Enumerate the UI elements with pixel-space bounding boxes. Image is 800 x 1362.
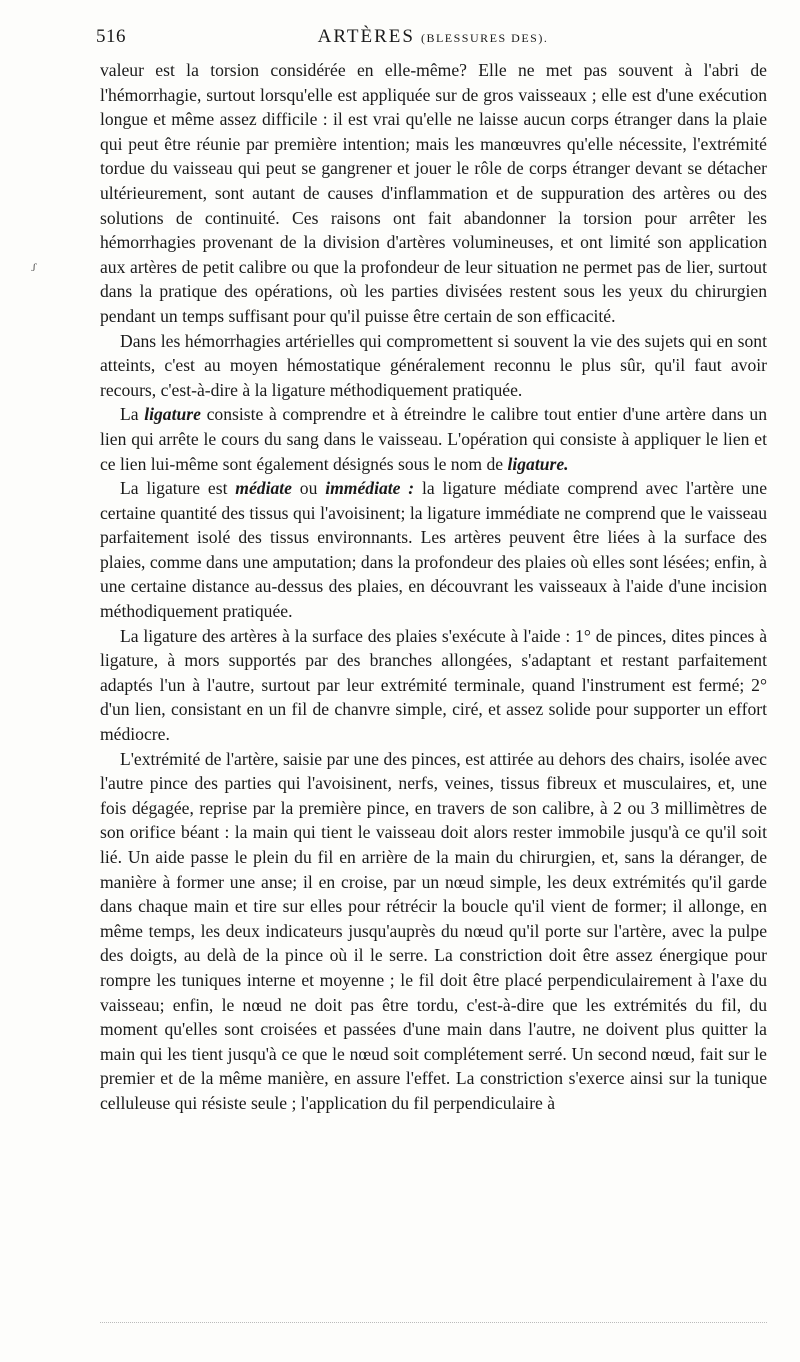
paragraph xyxy=(100,624,767,747)
paragraph xyxy=(100,329,767,403)
paragraph-text: ou xyxy=(291,478,326,499)
paragraph xyxy=(100,476,767,624)
paragraph-text: la ligature médiate comprend avec l'artère une certaine quantité des tissus qui l'avoisinent; la ligature immédiate ne comprend que le vaisseau parfaitement isolé des tissus environnants. Les artères peuvent être liées à la surface des plaies, comme dans une amputation; dans la profondeur des plaies où elles sont lésées; enfin, à une certaine distance au-dessus des plaies, en découvrant les vaisseaux à l'aide d'une incision méthodiquement pratiquée. xyxy=(100,478,767,622)
paragraph-text: La xyxy=(120,404,145,425)
paragraph-text: consiste à comprendre et à étreindre le calibre tout entier d'une artère dans un lien qui arrête le cours du sang dans le vaisseau. L'opération qui consiste à appliquer le lien et ce lien lui-même sont également désignés sous le nom de xyxy=(100,404,767,474)
paragraph-text: Dans les hémorrhagies artérielles qui compromettent si souvent la vie des sujets qui en sont atteints, c'est au moyen hémostatique généralement reconnu le plus sûr, qu'il faut avoir recours, c'est-à-dire à la ligature méthodiquement pratiquée. xyxy=(100,330,767,400)
paragraph-text: La ligature est xyxy=(120,478,236,499)
page-header xyxy=(96,26,770,56)
running-head-title: ARTÈRES xyxy=(317,26,415,47)
footer-rule xyxy=(100,1322,767,1327)
margin-mark: ᶴ xyxy=(32,262,37,278)
body-text xyxy=(100,58,767,1116)
italic-term: ligature xyxy=(144,404,201,425)
paragraph xyxy=(100,747,767,1116)
paragraph xyxy=(100,402,767,476)
running-head xyxy=(96,26,770,48)
page-number: 516 xyxy=(96,26,126,47)
paragraph-text: valeur est la torsion considérée en elle-même? Elle ne met pas souvent à l'abri de l'hémorrhagie, surtout lorsqu'elle est appliquée sur de gros vaisseaux ; elle est d'une exécution longue et même assez difficile : il est vrai qu'elle ne laisse aucun corps étranger dans la plaie qui peut être réunie par première intention; mais les manœuvres qu'elle nécessite, l'extrémité tordue du vaisseau qui peut se gangrener et jouer le rôle de corps étranger devant se détacher ultérieurement, sont autant de causes d'inflammation et de suppuration des artères ou des solutions de continuité. Ces raisons ont fait abandonner la torsion pour arrêter les hémorrhagies provenant de la division d'artères volumineuses, et ont limité son application aux artères de petit calibre ou que la profondeur de leur situation ne permet pas de lier, surtout dans la pratique des opérations, où les parties divisées restent sous les yeux du chirurgien pendant un temps suffisant pour qu'il puisse être certain de son efficacité. xyxy=(100,60,767,326)
running-head-subtitle: (BLESSURES DES). xyxy=(420,31,549,45)
italic-term: immédiate : xyxy=(325,478,415,499)
italic-term: médiate xyxy=(235,478,292,499)
italic-term: ligature. xyxy=(507,453,569,474)
paragraph-text: L'extrémité de l'artère, saisie par une des pinces, est attirée au dehors des chairs, isolée avec l'autre pince des parties qui l'avoisinent, nerfs, veines, tissus fibreux et musculaires, et, une fois dégagée, reprise par la première pince, en travers de son calibre, à 2 ou 3 millimètres de son orifice béant : la main qui tient le vaisseau doit alors rester immobile jusqu'à ce qu'il soit lié. Un aide passe le plein du fil en arrière de la main du chirurgien, et, sans la déranger, de manière à former une anse; il en croise, par un nœud simple, les deux extrémités qu'il garde dans chaque main et tire sur elles pour rétrécir la boucle qu'il vient de former; il allonge, en même temps, les deux indicateurs jusqu'auprès du nœud qu'il porte sur l'artère, avec la pulpe des doigts, au delà de la pince où il le serre. La constriction doit être assez énergique pour rompre les tuniques interne et moyenne ; le fil doit être placé perpendiculairement à l'axe du vaisseau; enfin, le nœud ne doit pas être tordu, c'est-à-dire que les extrémités du fil, du moment qu'elles sont croisées et passées d'une main dans l'autre, ne doivent plus quitter la main qui les tient jusqu'à ce que le nœud soit complétement serré. Un second nœud, fait sur le premier et de la même manière, en assure l'effet. La constriction s'exerce ainsi sur la tunique celluleuse qui résiste seule ; l'application du fil perpendiculaire à xyxy=(100,748,767,1113)
paragraph-text: La ligature des artères à la surface des plaies s'exécute à l'aide : 1° de pinces, dites pinces à ligature, à mors supportés par des branches allongées, s'adaptant et restant parfaitement adaptés l'un à l'autre, surtout par leur extrémité terminale, quand l'instrument est fermé; 2° d'un lien, consistant en un fil de chanvre simple, ciré, et assez solide pour supporter un effort médiocre. xyxy=(100,625,767,745)
paragraph xyxy=(100,58,767,329)
